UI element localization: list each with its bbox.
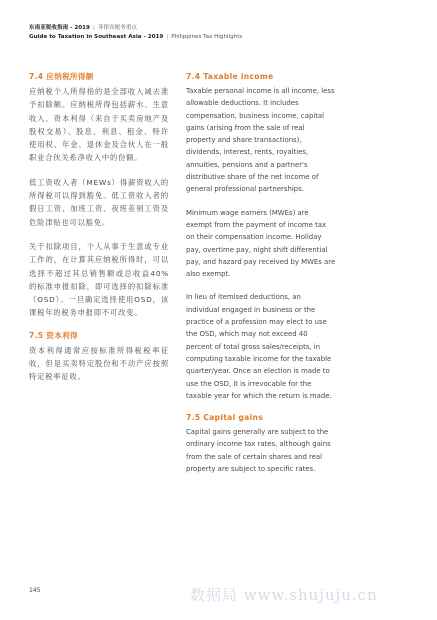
section-heading-7-4-cn: 7.4 应纳税所得额 (29, 72, 94, 81)
header-title-cn: 东南亚税收指南 - 2019 (29, 25, 90, 31)
english-column (186, 72, 336, 486)
section-heading-7-4-en: 7.4 Taxable income (186, 72, 274, 81)
paragraph-taxable-income-en: Taxable personal income is all income, less allowable deductions. It includes compensation, business income, capital gains (arising from the sale of real property and share transactions), dividends, interest, rents, royalties, annuities, pensions and a partner's distributive share of the net income of general professional partnerships. (186, 87, 335, 194)
section-heading-7-5-en: 7.5 Capital gains (186, 413, 264, 423)
paragraph-osd-cn: 关于扣除项目，个人从事于生意或专业工作的，在计算其应纳税所得时，可以选择不超过其总销售额或总收益40%的标准申报扣除，即可选择的扣除标准（OSD）。一旦确定选择使用OSD，该课税年的税务申报即不可改变。 (29, 241, 169, 318)
page-number: 145 (29, 587, 41, 594)
header-line-chinese (29, 24, 419, 33)
paragraph-capital-gains-cn: 资本利得通常应按标准所得税税率征收，但是买卖特定股份和不动产应按照特定税率征收。 (29, 345, 169, 382)
header-separator: | (92, 25, 95, 31)
header-line-english (29, 33, 419, 42)
watermark: 数据局 www.shujuju.cn (190, 586, 378, 604)
paragraph-osd-en: In lieu of itemised deductions, an individual engaged in business or the practice of a profession may elect to use the OSD, which may not exceed 40 percent of total gross sales/receipts, in computing taxable income for the taxable quarter/year. Once an election is made to use the OSD, it is irrevocable for the taxable year for which the return is made. (186, 293, 332, 400)
chinese-column (29, 72, 169, 395)
paragraph-mwe-en: Minimum wage earners (MWEs) are exempt from the payment of income tax on their compensation income. Holiday pay, overtime pay, night shift differential pay, and hazard pay received by MWEs are also exempt. (186, 208, 336, 279)
header-title-en: Guide to Taxation in Southeast Asia - 2019 (29, 34, 164, 40)
paragraph-taxable-income-cn: 应纳税个人所得指的是全部收入减去准予扣除额。应纳税所得包括薪水、生意收入、资本利得（来自于买卖房地产及股权交易）、股息、利息、租金、特许使用权、年金、退休金及合伙人在一般职业合伙关系净收入中的份额。 (29, 87, 169, 163)
header-subtitle-cn: 菲律宾税务重点 (97, 25, 138, 31)
header-separator: | (166, 34, 169, 40)
page-header (29, 24, 419, 42)
paragraph-capital-gains-en: Capital gains generally are subject to the ordinary income tax rates, although gains from the sale of certain shares and real property are subject to specific rates. (186, 428, 331, 474)
paragraph-mwe-cn: 低工资收入者（MEWs）得薪资收入的所得税可以得到豁免。低工资收入者的假日工资、加班工资、夜班差别工资及危险津贴也可以豁免。 (29, 177, 169, 227)
header-subtitle-en: Philippines Tax Highlights (171, 34, 243, 40)
section-heading-7-5-cn: 7.5 资本利得 (29, 330, 78, 340)
